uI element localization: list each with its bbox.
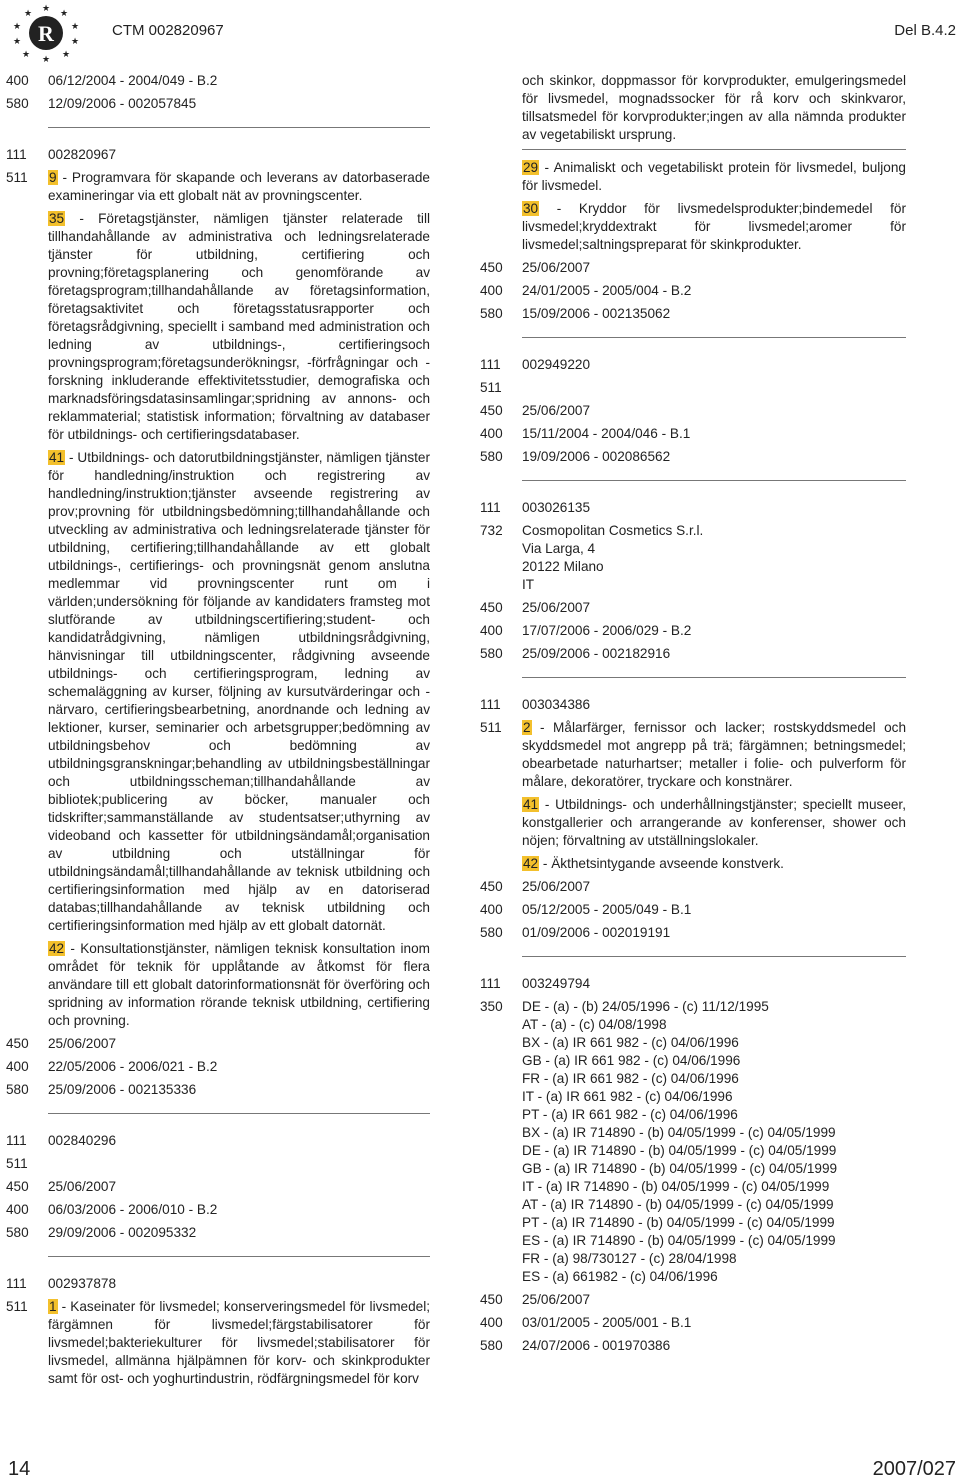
- field-row: [480, 356, 906, 374]
- field-row: [480, 402, 906, 420]
- field-line: AT - (a) - (c) 04/08/1998: [522, 1017, 667, 1032]
- class-description: [522, 796, 906, 850]
- field-value: [522, 878, 906, 896]
- field-line: ES - (a) IR 714890 - (b) 04/05/1999 - (c) 04/05/1999: [522, 1233, 836, 1248]
- svg-text:★: ★: [61, 50, 71, 60]
- field-row: [6, 1201, 430, 1219]
- field-row: [480, 599, 906, 617]
- field-value: [48, 1275, 430, 1293]
- section-divider: [522, 677, 906, 678]
- class-description: [48, 210, 430, 444]
- header-part: Del B.4.2: [894, 22, 956, 39]
- field-line: 002949220: [522, 357, 591, 372]
- field-line: 002840296: [48, 1133, 117, 1148]
- field-value: [522, 975, 906, 993]
- field-row: [6, 1275, 430, 1293]
- class-number-badge: 42: [49, 941, 65, 956]
- class-text: - Utbildnings- och datorutbildningstjänster, nämligen tjänster för handledning/instruktion och registrering av handledning/instruktion;tjänster avseende registrering av prov;provning för utbildningsbedömning;tillhandahållande och utveckling av administrativa och ledningsrelaterade tjänster för utbildning, certifiering;tillhandahållande av ett globalt utbildnings-, certifierings- och provningsnät genom anslutna medlemmar vid provningscenter runt om i världen;undersökning för följande av kandidaters framsteg mot slutförande av utbildningscertifiering;student- och kandidatrådgivning, nämligen utbildningsrådgivning, hänvisningar till utbildningscenter, rådgivning avseende utbildnings- och certifieringsprogram, ledning av schemaläggning av kurser, följning av kursutvärderingar och -närvaro, certifieringsbearbetning, anordnande och ledning av lektioner, kurser, seminarier och arbetsgrupper;bedömning av utbildningsbehov och bedömning av utbildningsgranskningar;behandling av utbildningsbeställningar och utbildningsscheman;tillhandahållande av bibliotek;publicering av böcker, manualer och tidskrifter;sammanställande av studentsatser;uthyrning av videoband och kassetter för utbildningsändamål;organisation av utbildning och utställningar för utbildningsändamål;tillhandahållande av teknisk utbildning och certifieringsinformation med hjälp av en datoriserad databas;tillhandahållande av teknisk utbildning och certifieringsinformation med hjälp av ett globalt datornät.: [48, 450, 430, 933]
- field-code: 511: [6, 1156, 28, 1171]
- field-line: FR - (a) IR 661 982 - (c) 04/06/1996: [522, 1071, 739, 1086]
- field-value: [522, 448, 906, 466]
- field-code: 111: [480, 697, 501, 712]
- trademark-entry: [480, 356, 906, 466]
- svg-text:★: ★: [12, 22, 22, 32]
- field-value: [522, 522, 906, 594]
- svg-text:★: ★: [23, 9, 33, 19]
- field-code: 450: [480, 879, 503, 894]
- field-row: [6, 1058, 430, 1076]
- svg-text:★: ★: [41, 4, 51, 14]
- field-value: [48, 1201, 430, 1219]
- field-value: [522, 599, 906, 617]
- field-row: [6, 169, 430, 1030]
- trademark-entry: [480, 159, 906, 323]
- field-code: 511: [6, 170, 28, 185]
- svg-text:★: ★: [41, 55, 51, 64]
- field-value: [522, 282, 906, 300]
- page-number: 14: [8, 1458, 31, 1480]
- field-code: 350: [480, 999, 503, 1014]
- svg-text:★: ★: [70, 22, 80, 32]
- field-line: 06/12/2004 - 2004/049 - B.2: [48, 73, 218, 88]
- field-code: 580: [6, 1082, 29, 1097]
- trademark-entry: [6, 1275, 430, 1388]
- field-line: 12/09/2006 - 002057845: [48, 96, 197, 111]
- field-line: 25/06/2007: [522, 260, 591, 275]
- field-line: 05/12/2005 - 2005/049 - B.1: [522, 902, 692, 917]
- svg-text:★: ★: [59, 9, 69, 19]
- field-code: 580: [6, 1225, 29, 1240]
- field-code: 111: [6, 147, 27, 162]
- field-value: [48, 1132, 430, 1150]
- class-text: - Kaseinater för livsmedel; konserveringsmedel för livsmedel; färgämnen för livsmedel;färgstabilisatorer för livsmedel;bakteriekulturer för livsmedel;stabilisatorer för livsmedel, allmänna hjälpämnen för korv- och skinkprodukter samt för ost- och yoghurtindustrin, rödfärgningsmedel för korv: [48, 1299, 430, 1386]
- field-line: 24/07/2006 - 001970386: [522, 1338, 671, 1353]
- field-row: [480, 878, 906, 896]
- field-value: [522, 901, 906, 919]
- class-description: [48, 449, 430, 935]
- class-text: - Animaliskt och vegetabiliskt protein för livsmedel, buljong för livsmedel.: [522, 160, 906, 193]
- field-row: [6, 146, 430, 164]
- class-number-badge: 41: [49, 450, 65, 465]
- class-description: [522, 159, 906, 195]
- field-line: 06/03/2006 - 2006/010 - B.2: [48, 1202, 218, 1217]
- field-row: [6, 1132, 430, 1150]
- field-value: [48, 1035, 430, 1053]
- trademark-entry: [6, 72, 430, 113]
- class-text: - Konsultationstjänster, nämligen teknisk konsultation inom området för teknik för upplåtande av åtkomst för flera användare till ett globalt datorinformationsnät för överföring och spridning av information rörande teknisk utbildning, certifiering och provning.: [48, 941, 430, 1028]
- field-row: [480, 622, 906, 640]
- field-row: [6, 1081, 430, 1099]
- field-row: [480, 522, 906, 594]
- field-code: 111: [480, 357, 501, 372]
- class-text: - Målarfärger, fernissor och lacker; rostskyddsmedel och skyddsmedel mot angrepp på trä; färgämnen; betningsmedel; obearbetade naturhartser; metaller i folie- och pulverform för målare, dekoratörer, tryckare och konstnärer.: [522, 720, 906, 789]
- field-row: [480, 259, 906, 277]
- field-line: IT: [522, 577, 535, 592]
- field-code: 111: [480, 500, 501, 515]
- field-line: Cosmopolitan Cosmetics S.r.l.: [522, 523, 704, 538]
- class-number-badge: 1: [49, 1299, 57, 1314]
- class-text: - Utbildnings- och underhållningstjänster; speciellt museer, konstgallerier och arrangerande av konferenser, shower och nöjen; förvaltning av utställningslokaler.: [522, 797, 906, 848]
- class-text: och skinkor, doppmassor för korvprodukter, emulgeringsmedel för livsmedel, mognadssocker för rå korv och skinkvaror, tillsatsmedel för korvprodukter;ingen av alla nämnda produkter av vegetabiliskt ursprung.: [522, 73, 906, 142]
- field-row: [6, 72, 430, 90]
- field-line: 19/09/2006 - 002086562: [522, 449, 671, 464]
- field-line: AT - (a) IR 714890 - (b) 04/05/1999 - (c) 04/05/1999: [522, 1197, 834, 1212]
- field-line: 25/06/2007: [522, 1292, 591, 1307]
- svg-text:★: ★: [70, 37, 80, 47]
- field-value: [522, 499, 906, 517]
- field-row: [480, 998, 906, 1286]
- trademark-entry: [480, 499, 906, 663]
- field-code: [480, 159, 522, 254]
- field-code: 111: [6, 1133, 27, 1148]
- field-value: [522, 696, 906, 714]
- class-text: - Äkthetsintygande avseende konstverk.: [539, 856, 784, 871]
- class-number-badge: 9: [49, 170, 57, 185]
- section-divider: [522, 149, 906, 153]
- trademark-entry: [480, 975, 906, 1355]
- field-value: [522, 402, 906, 420]
- field-line: 20122 Milano: [522, 559, 604, 574]
- field-row: [480, 448, 906, 466]
- field-line: 01/09/2006 - 002019191: [522, 925, 671, 940]
- class-number-badge: 35: [49, 211, 65, 226]
- svg-text:R: R: [38, 21, 54, 46]
- section-divider: [48, 1256, 430, 1257]
- field-line: 003026135: [522, 500, 591, 515]
- field-line: [522, 379, 906, 397]
- field-line: 17/07/2006 - 2006/029 - B.2: [522, 623, 692, 638]
- field-value: [522, 379, 906, 397]
- field-row: [480, 719, 906, 873]
- field-value: [48, 1155, 430, 1173]
- field-value: [48, 95, 430, 113]
- field-code: 400: [6, 73, 29, 88]
- field-code: 580: [480, 449, 503, 464]
- field-code: 580: [480, 925, 503, 940]
- field-value: [522, 159, 906, 254]
- field-code: 400: [480, 623, 503, 638]
- field-row: [480, 72, 906, 144]
- field-row: [480, 696, 906, 714]
- field-line: GB - (a) IR 661 982 - (c) 04/06/1996: [522, 1053, 741, 1068]
- class-number-badge: 2: [523, 720, 531, 735]
- field-line: FR - (a) 98/730127 - (c) 28/04/1998: [522, 1251, 737, 1266]
- field-code: 511: [480, 720, 502, 735]
- field-row: [6, 1224, 430, 1242]
- field-code: 580: [6, 96, 29, 111]
- field-value: [48, 1081, 430, 1099]
- field-row: [480, 425, 906, 443]
- field-line: Via Larga, 4: [522, 541, 596, 556]
- svg-text:★: ★: [21, 50, 31, 60]
- field-value: [522, 622, 906, 640]
- field-line: 002820967: [48, 147, 117, 162]
- field-line: DE - (a) IR 714890 - (b) 04/05/1999 - (c) 04/05/1999: [522, 1143, 837, 1158]
- class-number-badge: 30: [523, 201, 539, 216]
- field-row: [6, 1155, 430, 1173]
- field-row: [480, 305, 906, 323]
- class-description: [48, 169, 430, 205]
- field-value: [522, 924, 906, 942]
- field-row: [480, 1291, 906, 1309]
- class-description: [48, 940, 430, 1030]
- field-line: IT - (a) IR 661 982 - (c) 04/06/1996: [522, 1089, 733, 1104]
- field-line: 002937878: [48, 1276, 117, 1291]
- field-line: IT - (a) IR 714890 - (b) 04/05/1999 - (c) 04/05/1999: [522, 1179, 830, 1194]
- field-code: 450: [480, 1292, 503, 1307]
- section-divider: [48, 1113, 430, 1114]
- field-row: [6, 1178, 430, 1196]
- field-line: 003249794: [522, 976, 591, 991]
- field-line: 25/09/2006 - 002182916: [522, 646, 671, 661]
- field-code: 111: [6, 1276, 27, 1291]
- field-value: [522, 305, 906, 323]
- field-line: 22/05/2006 - 2006/021 - B.2: [48, 1059, 218, 1074]
- field-value: [522, 719, 906, 873]
- field-line: GB - (a) IR 714890 - (b) 04/05/1999 - (c) 04/05/1999: [522, 1161, 838, 1176]
- header-title: CTM 002820967: [112, 22, 224, 39]
- field-line: 25/06/2007: [522, 600, 591, 615]
- field-value: [522, 259, 906, 277]
- issue-number: 2007/027: [872, 1458, 956, 1480]
- field-row: [6, 1035, 430, 1053]
- field-code: 400: [6, 1059, 29, 1074]
- field-code: [480, 72, 522, 144]
- field-code: 400: [480, 1315, 503, 1330]
- field-line: DE - (a) - (b) 24/05/1996 - (c) 11/12/1995: [522, 999, 769, 1014]
- field-row: [480, 379, 906, 397]
- class-description: [522, 719, 906, 791]
- field-code: 450: [480, 260, 503, 275]
- field-value: [48, 146, 430, 164]
- field-row: [480, 924, 906, 942]
- class-number-badge: 41: [523, 797, 539, 812]
- field-line: PT - (a) IR 661 982 - (c) 04/06/1996: [522, 1107, 738, 1122]
- field-row: [480, 159, 906, 254]
- field-value: [48, 1178, 430, 1196]
- section-divider: [522, 956, 906, 957]
- field-value: [522, 645, 906, 663]
- field-code: 580: [480, 646, 503, 661]
- field-value: [48, 1298, 430, 1388]
- class-number-badge: 42: [523, 856, 539, 871]
- field-line: BX - (a) IR 714890 - (b) 04/05/1999 - (c) 04/05/1999: [522, 1125, 836, 1140]
- section-divider: [522, 480, 906, 481]
- field-line: 15/09/2006 - 002135062: [522, 306, 671, 321]
- field-value: [522, 72, 906, 144]
- trademark-entry: [480, 696, 906, 942]
- class-text: - Programvara för skapande och leverans av datorbaserade examineringar via ett globalt nät av provningscenter.: [48, 170, 430, 203]
- field-line: 25/06/2007: [48, 1179, 117, 1194]
- field-code: 580: [480, 306, 503, 321]
- field-row: [6, 1298, 430, 1388]
- field-line: PT - (a) IR 714890 - (b) 04/05/1999 - (c) 04/05/1999: [522, 1215, 835, 1230]
- euipo-logo-icon: [6, 2, 86, 64]
- trademark-entry: [6, 146, 430, 1099]
- right-column: [480, 72, 906, 1360]
- field-code: 450: [6, 1179, 29, 1194]
- field-line: 25/06/2007: [522, 879, 591, 894]
- field-line: [48, 1155, 430, 1173]
- field-code: 400: [480, 283, 503, 298]
- field-row: [480, 282, 906, 300]
- section-divider: [522, 337, 906, 338]
- field-line: 15/11/2004 - 2004/046 - B.1: [522, 426, 691, 441]
- left-column: [6, 72, 430, 1393]
- field-value: [522, 425, 906, 443]
- field-row: [480, 645, 906, 663]
- field-code: 732: [480, 523, 503, 538]
- field-line: 25/06/2007: [522, 403, 591, 418]
- field-value: [522, 356, 906, 374]
- field-value: [48, 169, 430, 1030]
- class-number-badge: 29: [523, 160, 539, 175]
- field-code: 400: [480, 902, 503, 917]
- class-description: [522, 200, 906, 254]
- field-value: [522, 1291, 906, 1309]
- class-description: [48, 1298, 430, 1388]
- svg-text:★: ★: [12, 37, 22, 47]
- field-code: 511: [480, 380, 502, 395]
- field-value: [48, 72, 430, 90]
- field-row: [480, 975, 906, 993]
- class-description: [522, 72, 906, 144]
- field-line: 25/09/2006 - 002135336: [48, 1082, 197, 1097]
- class-text: - Kryddor för livsmedelsprodukter;bindemedel för livsmedel;kryddextrakt för livsmedel;aromer för livsmedel;saltningspreparat för skinkprodukter.: [522, 201, 906, 252]
- field-row: [6, 95, 430, 113]
- field-line: 003034386: [522, 697, 591, 712]
- field-code: 400: [480, 426, 503, 441]
- field-value: [522, 1314, 906, 1332]
- field-line: BX - (a) IR 661 982 - (c) 04/06/1996: [522, 1035, 739, 1050]
- field-line: 24/01/2005 - 2005/004 - B.2: [522, 283, 692, 298]
- field-code: 111: [480, 976, 501, 991]
- trademark-entry: [6, 1132, 430, 1242]
- field-code: 400: [6, 1202, 29, 1217]
- field-code: 450: [6, 1036, 29, 1051]
- field-row: [480, 1337, 906, 1355]
- field-line: 03/01/2005 - 2005/001 - B.1: [522, 1315, 692, 1330]
- field-row: [480, 901, 906, 919]
- class-description: [522, 855, 906, 873]
- field-line: 25/06/2007: [48, 1036, 117, 1051]
- field-row: [480, 1314, 906, 1332]
- section-divider: [48, 127, 430, 128]
- field-row: [480, 499, 906, 517]
- trademark-entry: [480, 72, 906, 144]
- field-value: [48, 1224, 430, 1242]
- field-line: ES - (a) 661982 - (c) 04/06/1996: [522, 1269, 718, 1284]
- field-value: [48, 1058, 430, 1076]
- class-text: - Företagstjänster, nämligen tjänster relaterade till tillhandahållande av administrativa och ledningsrelaterade tjänster för utbildning, certifiering och provning;företagsplanering och genomförande av företagsprogram;tillhandahållande av företagsinformation, företagsaktivitet och företagsstatusrapporter och företagsrådgivning, speciellt i samband med administration och ledning av utbildnings-, certifieringsoch provningsprogram;företagsunderökningsr, -förfrågningar och -forskning inkluderande effektivitetsstudier, demografiska och marknadsföringsdatasinsamlingar;spridning av annons- och reklammaterial; statistisk information; förvaltning av databaser för utbildnings- och certifieringsdatabaser.: [48, 211, 430, 442]
- field-value: [522, 1337, 906, 1355]
- field-code: 511: [6, 1299, 28, 1314]
- field-code: 450: [480, 403, 503, 418]
- field-line: 29/09/2006 - 002095332: [48, 1225, 197, 1240]
- field-code: 580: [480, 1338, 503, 1353]
- field-code: 450: [480, 600, 503, 615]
- field-value: [522, 998, 906, 1286]
